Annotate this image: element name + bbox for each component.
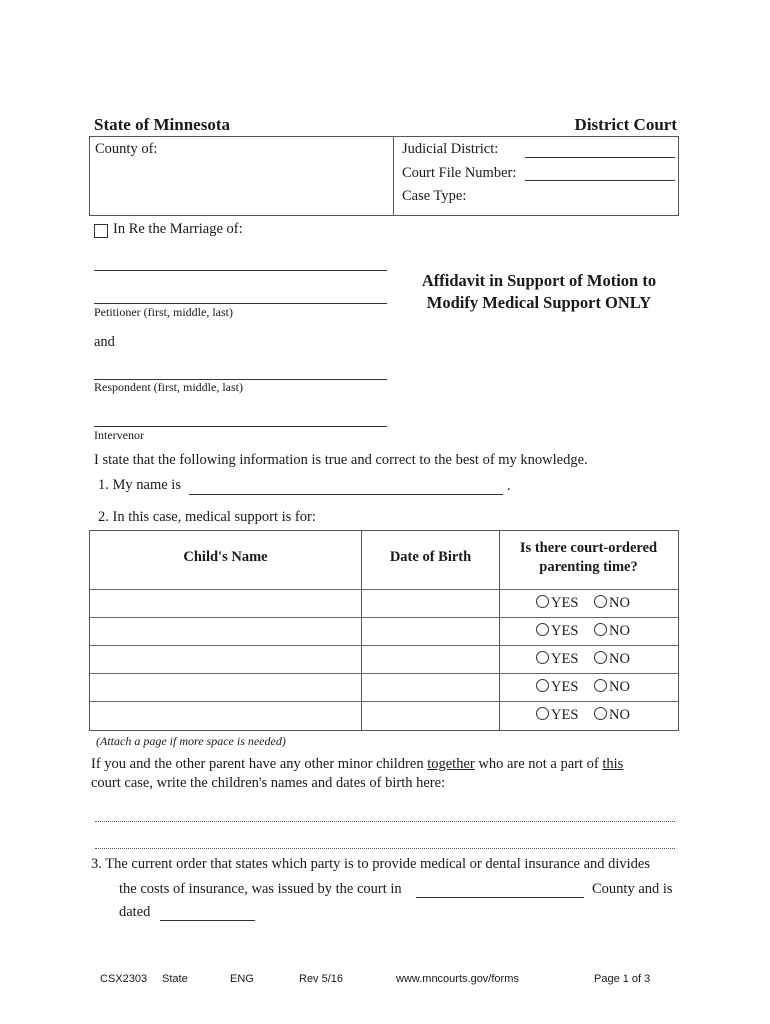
- child-name-cell[interactable]: [90, 618, 361, 645]
- date-of-birth-cell[interactable]: [362, 590, 499, 617]
- item2-label: 2. In this case, medical support is for:: [98, 509, 316, 525]
- col-header-date-of-birth: Date of Birth: [389, 549, 472, 565]
- child-name-cell[interactable]: [90, 702, 361, 729]
- date-of-birth-cell[interactable]: [362, 646, 499, 673]
- footer-state: State: [162, 973, 188, 985]
- radio-button-icon[interactable]: [536, 679, 549, 692]
- order-date-field[interactable]: [160, 920, 255, 921]
- item3-line-2-a: the costs of insurance, was issued by the court in: [119, 881, 402, 897]
- radio-button-icon[interactable]: [536, 623, 549, 636]
- state-heading: State of Minnesota: [94, 115, 230, 134]
- footer-page-number: Page 1 of 3: [594, 973, 651, 985]
- county-label: County of:: [95, 141, 158, 157]
- other-children-field-2[interactable]: [95, 848, 675, 849]
- caption-box: [89, 136, 679, 216]
- no-label: NO: [609, 679, 630, 695]
- yes-option[interactable]: [536, 623, 578, 640]
- my-name-field[interactable]: [189, 494, 503, 495]
- radio-button-icon[interactable]: [594, 595, 607, 608]
- date-of-birth-cell[interactable]: [362, 618, 499, 645]
- col-header-parenting-line-2: parenting time?: [539, 559, 638, 575]
- no-option[interactable]: [594, 595, 630, 612]
- case-type-label: Case Type:: [402, 188, 467, 204]
- item1-label: 1. My name is: [98, 477, 181, 493]
- no-option[interactable]: [594, 707, 630, 724]
- intervenor-name-line[interactable]: [94, 426, 387, 427]
- other-children-field-1[interactable]: [95, 821, 675, 822]
- no-option[interactable]: [594, 679, 630, 696]
- radio-button-icon[interactable]: [536, 651, 549, 664]
- yes-option[interactable]: [536, 595, 578, 612]
- radio-button-icon[interactable]: [536, 595, 549, 608]
- other-children-text-b: who are not a part of: [474, 756, 603, 772]
- item3-line-3: dated: [119, 904, 151, 920]
- judicial-district-label: Judicial District:: [402, 141, 499, 157]
- no-label: NO: [609, 623, 630, 639]
- yes-label: YES: [551, 679, 579, 695]
- radio-button-icon[interactable]: [594, 679, 607, 692]
- item3-line-1: 3. The current order that states which party is to provide medical or dental insurance and divides: [91, 856, 651, 872]
- petitioner-label: Petitioner (first, middle, last): [94, 305, 233, 319]
- truth-statement: I state that the following information is true and correct to the best of my knowledge.: [94, 452, 588, 468]
- attach-note: (Attach a page if more space is needed): [96, 734, 286, 748]
- other-children-line-1: [91, 756, 623, 773]
- yes-label: YES: [551, 707, 579, 723]
- court-file-number-label: Court File Number:: [402, 165, 517, 181]
- issuing-county-field[interactable]: [416, 897, 584, 898]
- radio-button-icon[interactable]: [594, 623, 607, 636]
- col-header-parenting-line-1: Is there court-ordered: [519, 540, 658, 556]
- intervenor-label: Intervenor: [94, 428, 144, 442]
- marriage-checkbox[interactable]: [94, 224, 108, 238]
- no-label: NO: [609, 651, 630, 667]
- yes-label: YES: [551, 623, 579, 639]
- and-label: and: [94, 334, 115, 350]
- child-name-cell[interactable]: [90, 674, 361, 701]
- marriage-label: In Re the Marriage of:: [113, 221, 243, 237]
- footer-form-id: CSX2303: [100, 973, 148, 985]
- radio-button-icon[interactable]: [594, 651, 607, 664]
- yes-option[interactable]: [536, 651, 578, 668]
- item3-line-2-b: County and is: [592, 881, 673, 897]
- date-of-birth-cell[interactable]: [362, 702, 499, 729]
- yes-option[interactable]: [536, 707, 578, 724]
- item1-period: .: [507, 478, 511, 494]
- petitioner-name-line-2[interactable]: [94, 303, 387, 304]
- no-label: NO: [609, 707, 630, 723]
- no-option[interactable]: [594, 651, 630, 668]
- col-header-childs-name: Child's Name: [183, 549, 268, 565]
- court-heading: District Court: [574, 115, 677, 134]
- respondent-label: Respondent (first, middle, last): [94, 380, 243, 394]
- this-word: this: [602, 756, 624, 772]
- other-children-text-a: If you and the other parent have any other minor children: [91, 756, 428, 772]
- no-label: NO: [609, 595, 630, 611]
- child-name-cell[interactable]: [90, 590, 361, 617]
- footer-revision: Rev 5/16: [299, 973, 344, 985]
- form-title-line-1: Affidavit in Support of Motion to: [421, 271, 657, 290]
- yes-label: YES: [551, 595, 579, 611]
- form-title-line-2: Modify Medical Support ONLY: [426, 293, 652, 312]
- footer-url[interactable]: www.mncourts.gov/forms: [396, 973, 519, 985]
- court-file-number-field[interactable]: [525, 180, 675, 181]
- caption-divider: [393, 137, 394, 215]
- judicial-district-field[interactable]: [525, 157, 675, 158]
- radio-button-icon[interactable]: [594, 707, 607, 720]
- yes-label: YES: [551, 651, 579, 667]
- radio-button-icon[interactable]: [536, 707, 549, 720]
- petitioner-name-line-1[interactable]: [94, 270, 387, 271]
- footer-language: ENG: [230, 973, 254, 985]
- no-option[interactable]: [594, 623, 630, 640]
- other-children-line-2: court case, write the children's names and dates of birth here:: [91, 775, 446, 791]
- together-word: together: [427, 756, 475, 772]
- yes-option[interactable]: [536, 679, 578, 696]
- date-of-birth-cell[interactable]: [362, 674, 499, 701]
- child-name-cell[interactable]: [90, 646, 361, 673]
